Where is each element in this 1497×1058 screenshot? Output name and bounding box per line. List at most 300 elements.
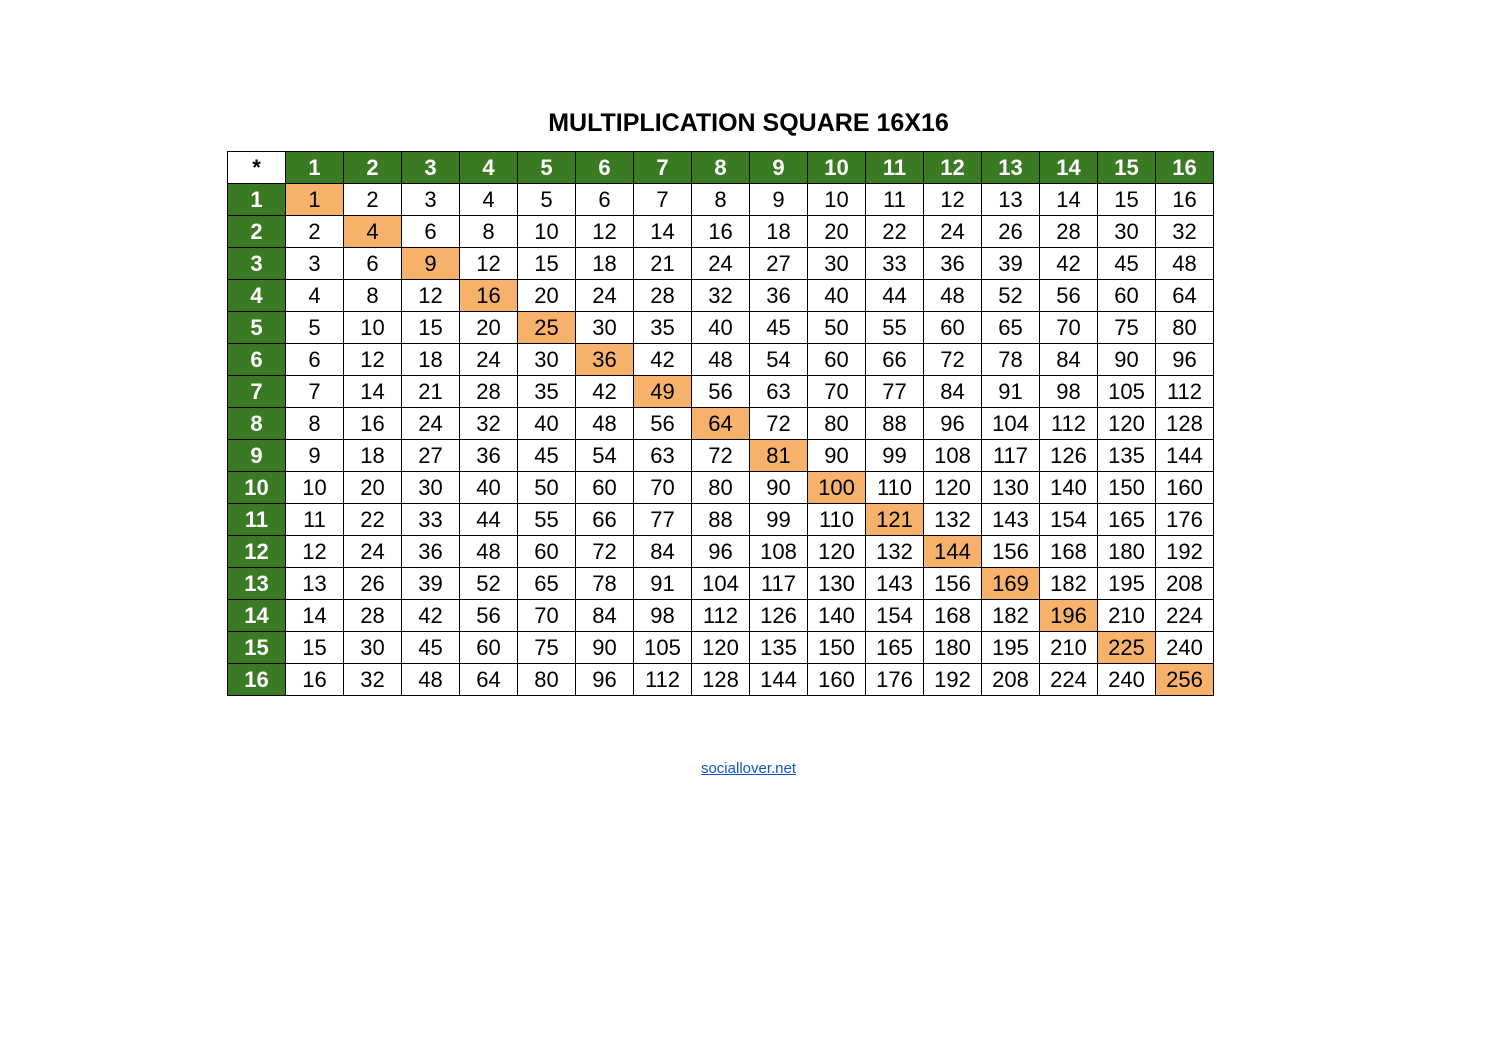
product-cell: 32 <box>1156 216 1214 248</box>
product-cell: 70 <box>808 376 866 408</box>
product-cell: 54 <box>750 344 808 376</box>
footer <box>0 759 1497 779</box>
product-cell: 40 <box>518 408 576 440</box>
product-cell: 96 <box>692 536 750 568</box>
product-cell: 70 <box>518 600 576 632</box>
product-cell: 64 <box>460 664 518 696</box>
square-cell: 256 <box>1156 664 1214 696</box>
product-cell: 112 <box>1040 408 1098 440</box>
product-cell: 78 <box>576 568 634 600</box>
product-cell: 99 <box>750 504 808 536</box>
row-header: 1 <box>228 184 286 216</box>
product-cell: 16 <box>692 216 750 248</box>
product-cell: 72 <box>692 440 750 472</box>
product-cell: 12 <box>402 280 460 312</box>
product-cell: 32 <box>692 280 750 312</box>
product-cell: 126 <box>1040 440 1098 472</box>
table-row <box>228 472 1214 504</box>
table-row <box>228 568 1214 600</box>
product-cell: 108 <box>750 536 808 568</box>
product-cell: 224 <box>1040 664 1098 696</box>
product-cell: 60 <box>460 632 518 664</box>
product-cell: 50 <box>518 472 576 504</box>
product-cell: 28 <box>344 600 402 632</box>
product-cell: 30 <box>1098 216 1156 248</box>
table-body <box>228 152 1214 696</box>
product-cell: 80 <box>692 472 750 504</box>
product-cell: 110 <box>808 504 866 536</box>
product-cell: 3 <box>286 248 344 280</box>
product-cell: 28 <box>460 376 518 408</box>
product-cell: 120 <box>692 632 750 664</box>
product-cell: 90 <box>750 472 808 504</box>
product-cell: 168 <box>1040 536 1098 568</box>
corner-cell: * <box>228 152 286 184</box>
product-cell: 2 <box>286 216 344 248</box>
product-cell: 45 <box>750 312 808 344</box>
product-cell: 120 <box>924 472 982 504</box>
row-header: 6 <box>228 344 286 376</box>
product-cell: 10 <box>518 216 576 248</box>
product-cell: 75 <box>1098 312 1156 344</box>
product-cell: 18 <box>750 216 808 248</box>
product-cell: 135 <box>750 632 808 664</box>
table-row <box>228 664 1214 696</box>
product-cell: 150 <box>1098 472 1156 504</box>
product-cell: 182 <box>982 600 1040 632</box>
product-cell: 27 <box>402 440 460 472</box>
product-cell: 14 <box>1040 184 1098 216</box>
product-cell: 24 <box>924 216 982 248</box>
product-cell: 72 <box>924 344 982 376</box>
product-cell: 30 <box>518 344 576 376</box>
product-cell: 18 <box>344 440 402 472</box>
product-cell: 4 <box>286 280 344 312</box>
column-header: 16 <box>1156 152 1214 184</box>
square-cell: 144 <box>924 536 982 568</box>
column-header: 15 <box>1098 152 1156 184</box>
table-row <box>228 344 1214 376</box>
product-cell: 21 <box>402 376 460 408</box>
product-cell: 150 <box>808 632 866 664</box>
product-cell: 98 <box>1040 376 1098 408</box>
product-cell: 80 <box>808 408 866 440</box>
table-row <box>228 376 1214 408</box>
product-cell: 24 <box>692 248 750 280</box>
product-cell: 28 <box>1040 216 1098 248</box>
product-cell: 16 <box>344 408 402 440</box>
product-cell: 30 <box>344 632 402 664</box>
product-cell: 56 <box>692 376 750 408</box>
product-cell: 77 <box>634 504 692 536</box>
product-cell: 90 <box>576 632 634 664</box>
product-cell: 30 <box>402 472 460 504</box>
product-cell: 5 <box>286 312 344 344</box>
square-cell: 196 <box>1040 600 1098 632</box>
table-row <box>228 216 1214 248</box>
product-cell: 18 <box>402 344 460 376</box>
product-cell: 130 <box>982 472 1040 504</box>
product-cell: 3 <box>402 184 460 216</box>
product-cell: 180 <box>924 632 982 664</box>
table-row <box>228 184 1214 216</box>
table-row <box>228 408 1214 440</box>
product-cell: 20 <box>460 312 518 344</box>
product-cell: 55 <box>518 504 576 536</box>
product-cell: 6 <box>576 184 634 216</box>
product-cell: 5 <box>518 184 576 216</box>
product-cell: 112 <box>1156 376 1214 408</box>
product-cell: 156 <box>982 536 1040 568</box>
table-row <box>228 312 1214 344</box>
product-cell: 10 <box>286 472 344 504</box>
product-cell: 56 <box>1040 280 1098 312</box>
table-row <box>228 632 1214 664</box>
product-cell: 33 <box>866 248 924 280</box>
product-cell: 60 <box>576 472 634 504</box>
product-cell: 48 <box>924 280 982 312</box>
product-cell: 50 <box>808 312 866 344</box>
square-cell: 36 <box>576 344 634 376</box>
table-row <box>228 536 1214 568</box>
product-cell: 70 <box>1040 312 1098 344</box>
column-header: 5 <box>518 152 576 184</box>
column-header: 14 <box>1040 152 1098 184</box>
column-header: 6 <box>576 152 634 184</box>
product-cell: 208 <box>1156 568 1214 600</box>
product-cell: 44 <box>866 280 924 312</box>
product-cell: 108 <box>924 440 982 472</box>
product-cell: 144 <box>1156 440 1214 472</box>
column-header: 2 <box>344 152 402 184</box>
product-cell: 132 <box>924 504 982 536</box>
product-cell: 72 <box>576 536 634 568</box>
product-cell: 80 <box>518 664 576 696</box>
product-cell: 110 <box>866 472 924 504</box>
product-cell: 117 <box>750 568 808 600</box>
product-cell: 39 <box>982 248 1040 280</box>
square-cell: 1 <box>286 184 344 216</box>
product-cell: 15 <box>286 632 344 664</box>
product-cell: 8 <box>692 184 750 216</box>
product-cell: 176 <box>1156 504 1214 536</box>
row-header: 2 <box>228 216 286 248</box>
product-cell: 40 <box>808 280 866 312</box>
table-row <box>228 280 1214 312</box>
product-cell: 15 <box>518 248 576 280</box>
product-cell: 16 <box>286 664 344 696</box>
product-cell: 11 <box>286 504 344 536</box>
product-cell: 10 <box>808 184 866 216</box>
product-cell: 13 <box>286 568 344 600</box>
product-cell: 160 <box>808 664 866 696</box>
product-cell: 24 <box>460 344 518 376</box>
product-cell: 26 <box>982 216 1040 248</box>
product-cell: 84 <box>576 600 634 632</box>
product-cell: 40 <box>460 472 518 504</box>
product-cell: 22 <box>866 216 924 248</box>
product-cell: 60 <box>518 536 576 568</box>
product-cell: 22 <box>344 504 402 536</box>
product-cell: 45 <box>518 440 576 472</box>
product-cell: 8 <box>286 408 344 440</box>
product-cell: 6 <box>344 248 402 280</box>
product-cell: 208 <box>982 664 1040 696</box>
product-cell: 48 <box>402 664 460 696</box>
product-cell: 6 <box>402 216 460 248</box>
square-cell: 49 <box>634 376 692 408</box>
product-cell: 165 <box>1098 504 1156 536</box>
product-cell: 36 <box>402 536 460 568</box>
product-cell: 30 <box>808 248 866 280</box>
product-cell: 66 <box>576 504 634 536</box>
column-header: 12 <box>924 152 982 184</box>
square-cell: 64 <box>692 408 750 440</box>
product-cell: 180 <box>1098 536 1156 568</box>
table-row <box>228 248 1214 280</box>
row-header: 12 <box>228 536 286 568</box>
table-row <box>228 504 1214 536</box>
product-cell: 165 <box>866 632 924 664</box>
column-header: 3 <box>402 152 460 184</box>
product-cell: 55 <box>866 312 924 344</box>
product-cell: 192 <box>1156 536 1214 568</box>
product-cell: 63 <box>634 440 692 472</box>
product-cell: 24 <box>344 536 402 568</box>
product-cell: 210 <box>1040 632 1098 664</box>
product-cell: 12 <box>924 184 982 216</box>
product-cell: 7 <box>286 376 344 408</box>
product-cell: 30 <box>576 312 634 344</box>
product-cell: 48 <box>692 344 750 376</box>
product-cell: 126 <box>750 600 808 632</box>
product-cell: 12 <box>460 248 518 280</box>
product-cell: 44 <box>460 504 518 536</box>
product-cell: 48 <box>1156 248 1214 280</box>
product-cell: 90 <box>1098 344 1156 376</box>
product-cell: 128 <box>692 664 750 696</box>
product-cell: 4 <box>460 184 518 216</box>
product-cell: 143 <box>866 568 924 600</box>
product-cell: 132 <box>866 536 924 568</box>
column-header: 13 <box>982 152 1040 184</box>
square-cell: 9 <box>402 248 460 280</box>
product-cell: 40 <box>692 312 750 344</box>
product-cell: 7 <box>634 184 692 216</box>
product-cell: 60 <box>808 344 866 376</box>
multiplication-table <box>227 151 1214 696</box>
product-cell: 91 <box>982 376 1040 408</box>
product-cell: 15 <box>402 312 460 344</box>
product-cell: 21 <box>634 248 692 280</box>
row-header: 11 <box>228 504 286 536</box>
product-cell: 182 <box>1040 568 1098 600</box>
product-cell: 20 <box>518 280 576 312</box>
product-cell: 8 <box>344 280 402 312</box>
product-cell: 160 <box>1156 472 1214 504</box>
square-cell: 225 <box>1098 632 1156 664</box>
product-cell: 20 <box>808 216 866 248</box>
product-cell: 52 <box>982 280 1040 312</box>
product-cell: 104 <box>692 568 750 600</box>
square-cell: 100 <box>808 472 866 504</box>
product-cell: 210 <box>1098 600 1156 632</box>
product-cell: 105 <box>634 632 692 664</box>
product-cell: 27 <box>750 248 808 280</box>
product-cell: 65 <box>982 312 1040 344</box>
product-cell: 70 <box>634 472 692 504</box>
product-cell: 195 <box>982 632 1040 664</box>
table-row <box>228 440 1214 472</box>
row-header: 15 <box>228 632 286 664</box>
product-cell: 240 <box>1156 632 1214 664</box>
product-cell: 42 <box>576 376 634 408</box>
column-header: 4 <box>460 152 518 184</box>
product-cell: 96 <box>1156 344 1214 376</box>
product-cell: 140 <box>808 600 866 632</box>
row-header: 9 <box>228 440 286 472</box>
product-cell: 14 <box>344 376 402 408</box>
column-header: 7 <box>634 152 692 184</box>
product-cell: 88 <box>866 408 924 440</box>
product-cell: 48 <box>460 536 518 568</box>
product-cell: 130 <box>808 568 866 600</box>
product-cell: 14 <box>634 216 692 248</box>
product-cell: 14 <box>286 600 344 632</box>
product-cell: 65 <box>518 568 576 600</box>
row-header: 8 <box>228 408 286 440</box>
product-cell: 135 <box>1098 440 1156 472</box>
product-cell: 20 <box>344 472 402 504</box>
product-cell: 52 <box>460 568 518 600</box>
square-cell: 169 <box>982 568 1040 600</box>
row-header: 3 <box>228 248 286 280</box>
product-cell: 192 <box>924 664 982 696</box>
square-cell: 4 <box>344 216 402 248</box>
product-cell: 91 <box>634 568 692 600</box>
product-cell: 8 <box>460 216 518 248</box>
product-cell: 128 <box>1156 408 1214 440</box>
column-header: 10 <box>808 152 866 184</box>
product-cell: 16 <box>1156 184 1214 216</box>
column-header: 9 <box>750 152 808 184</box>
product-cell: 240 <box>1098 664 1156 696</box>
product-cell: 24 <box>576 280 634 312</box>
product-cell: 117 <box>982 440 1040 472</box>
product-cell: 9 <box>750 184 808 216</box>
product-cell: 98 <box>634 600 692 632</box>
product-cell: 224 <box>1156 600 1214 632</box>
product-cell: 66 <box>866 344 924 376</box>
product-cell: 64 <box>1156 280 1214 312</box>
product-cell: 78 <box>982 344 1040 376</box>
product-cell: 12 <box>576 216 634 248</box>
page-title: MULTIPLICATION SQUARE 16X16 <box>548 109 949 137</box>
product-cell: 39 <box>402 568 460 600</box>
product-cell: 96 <box>576 664 634 696</box>
column-header: 8 <box>692 152 750 184</box>
product-cell: 84 <box>634 536 692 568</box>
header-row <box>228 152 1214 184</box>
product-cell: 10 <box>344 312 402 344</box>
product-cell: 56 <box>634 408 692 440</box>
product-cell: 99 <box>866 440 924 472</box>
product-cell: 75 <box>518 632 576 664</box>
product-cell: 120 <box>1098 408 1156 440</box>
product-cell: 84 <box>1040 344 1098 376</box>
product-cell: 12 <box>286 536 344 568</box>
product-cell: 72 <box>750 408 808 440</box>
product-cell: 77 <box>866 376 924 408</box>
row-header: 14 <box>228 600 286 632</box>
sociallover-link[interactable]: sociallover.net <box>700 760 797 777</box>
column-header: 1 <box>286 152 344 184</box>
product-cell: 45 <box>1098 248 1156 280</box>
product-cell: 60 <box>924 312 982 344</box>
table-row <box>228 600 1214 632</box>
row-header: 7 <box>228 376 286 408</box>
row-header: 13 <box>228 568 286 600</box>
product-cell: 35 <box>634 312 692 344</box>
square-cell: 81 <box>750 440 808 472</box>
row-header: 4 <box>228 280 286 312</box>
product-cell: 60 <box>1098 280 1156 312</box>
product-cell: 195 <box>1098 568 1156 600</box>
product-cell: 96 <box>924 408 982 440</box>
product-cell: 28 <box>634 280 692 312</box>
product-cell: 120 <box>808 536 866 568</box>
row-header: 10 <box>228 472 286 504</box>
product-cell: 26 <box>344 568 402 600</box>
column-header: 11 <box>866 152 924 184</box>
product-cell: 15 <box>1098 184 1156 216</box>
product-cell: 48 <box>576 408 634 440</box>
product-cell: 45 <box>402 632 460 664</box>
product-cell: 144 <box>750 664 808 696</box>
product-cell: 33 <box>402 504 460 536</box>
row-header: 16 <box>228 664 286 696</box>
product-cell: 176 <box>866 664 924 696</box>
product-cell: 112 <box>692 600 750 632</box>
product-cell: 35 <box>518 376 576 408</box>
product-cell: 90 <box>808 440 866 472</box>
product-cell: 9 <box>286 440 344 472</box>
product-cell: 13 <box>982 184 1040 216</box>
product-cell: 112 <box>634 664 692 696</box>
product-cell: 32 <box>460 408 518 440</box>
product-cell: 42 <box>634 344 692 376</box>
product-cell: 36 <box>460 440 518 472</box>
square-cell: 16 <box>460 280 518 312</box>
product-cell: 24 <box>402 408 460 440</box>
product-cell: 154 <box>866 600 924 632</box>
product-cell: 32 <box>344 664 402 696</box>
product-cell: 84 <box>924 376 982 408</box>
product-cell: 18 <box>576 248 634 280</box>
product-cell: 42 <box>1040 248 1098 280</box>
product-cell: 11 <box>866 184 924 216</box>
product-cell: 56 <box>460 600 518 632</box>
product-cell: 156 <box>924 568 982 600</box>
product-cell: 104 <box>982 408 1040 440</box>
product-cell: 42 <box>402 600 460 632</box>
square-cell: 25 <box>518 312 576 344</box>
product-cell: 36 <box>750 280 808 312</box>
product-cell: 36 <box>924 248 982 280</box>
product-cell: 63 <box>750 376 808 408</box>
product-cell: 143 <box>982 504 1040 536</box>
product-cell: 54 <box>576 440 634 472</box>
